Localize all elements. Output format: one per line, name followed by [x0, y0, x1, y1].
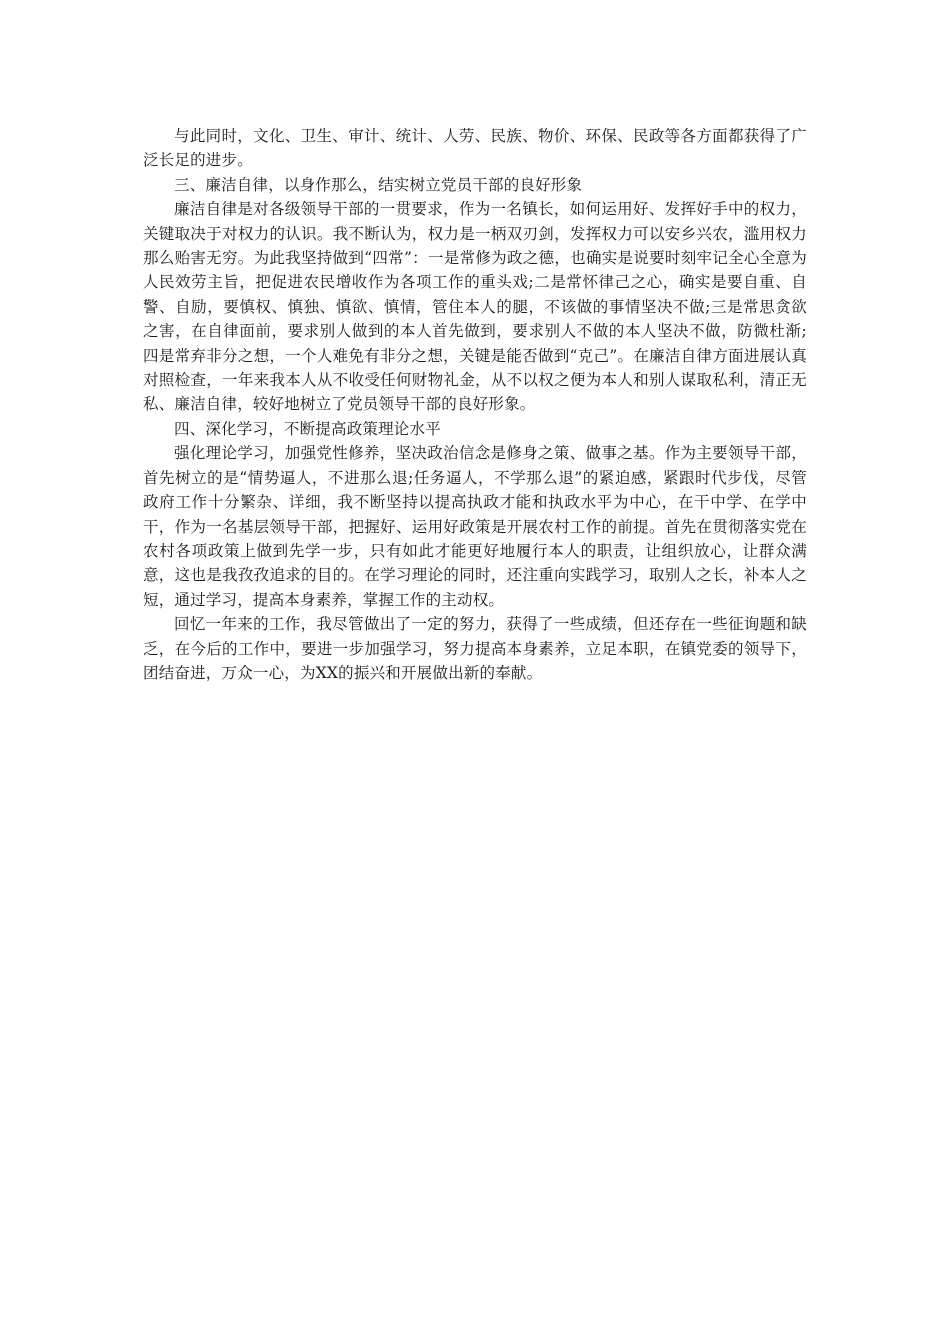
- paragraph-integrity: 廉洁自律是对各级领导干部的一贯要求，作为一名镇长，如何运用好、发挥好手中的权力，关键取决于对权力的认识。我不断认为，权力是一柄双刃剑，发挥权力可以安乡兴农，滥用权力那么贻害无穷。为此我坚持做到“四常”：一是常修为政之德，也确实是说要时刻牢记全心全意为人民效劳主旨，把促进农民增收作为各项工作的重头戏;二是常怀律己之心，确实是要自重、自警、自励，要慎权、慎独、慎欲、慎情，管住本人的腿，不该做的事情坚决不做;三是常思贪欲之害，在自律面前，要求别人做到的本人首先做到，要求别人不做的本人坚决不做，防微杜渐;四是常弃非分之想，一个人难免有非分之想，关键是能否做到“克己”。在廉洁自律方面进展认真对照检查，一年来我本人从不收受任何财物礼金，从不以权之便为本人和别人谋取私利，清正无私、廉洁自律，较好地树立了党员领导干部的良好形象。: [143, 200, 807, 414]
- paragraph-study: 强化理论学习，加强党性修养，坚决政治信念是修身之策、做事之基。作为主要领导干部，首先树立的是“情势逼人，不进那么退;任务逼人，不学那么退”的紧迫感，紧跟时代步伐，尽管政府工作十分繁杂、详细，我不断坚持以提高执政才能和执政水平为中心，在干中学、在学中干，作为一名基层领导干部，把握好、运用好政策是开展农村工作的前提。首先在贯彻落实党在农村各项政策上做到先学一步，只有如此才能更好地履行本人的职责，让组织放心，让群众满意，这也是我孜孜追求的目的。在学习理论的同时，还注重向实践学习，取别人之长，补本人之短，通过学习，提高本身素养，掌握工作的主动权。: [143, 444, 807, 609]
- section-heading-3: 三、廉洁自律，以身作那么，结实树立党员干部的良好形象: [174, 175, 583, 194]
- document-body: [143, 124, 807, 685]
- paragraph-conclusion: 回忆一年来的工作，我尽管做出了一定的努力，获得了一些成绩，但还存在一些征询题和缺乏，在今后的工作中，要进一步加强学习，努力提高本身素养，立足本职，在镇党委的领导下，团结奋进，万众一心，为XX的振兴和开展做出新的奉献。: [143, 615, 807, 682]
- section-heading-4: 四、深化学习，不断提高政策理论水平: [174, 419, 441, 438]
- paragraph-progress: 与此同时，文化、卫生、审计、统计、人劳、民族、物价、环保、民政等各方面都获得了广泛长足的进步。: [143, 127, 807, 170]
